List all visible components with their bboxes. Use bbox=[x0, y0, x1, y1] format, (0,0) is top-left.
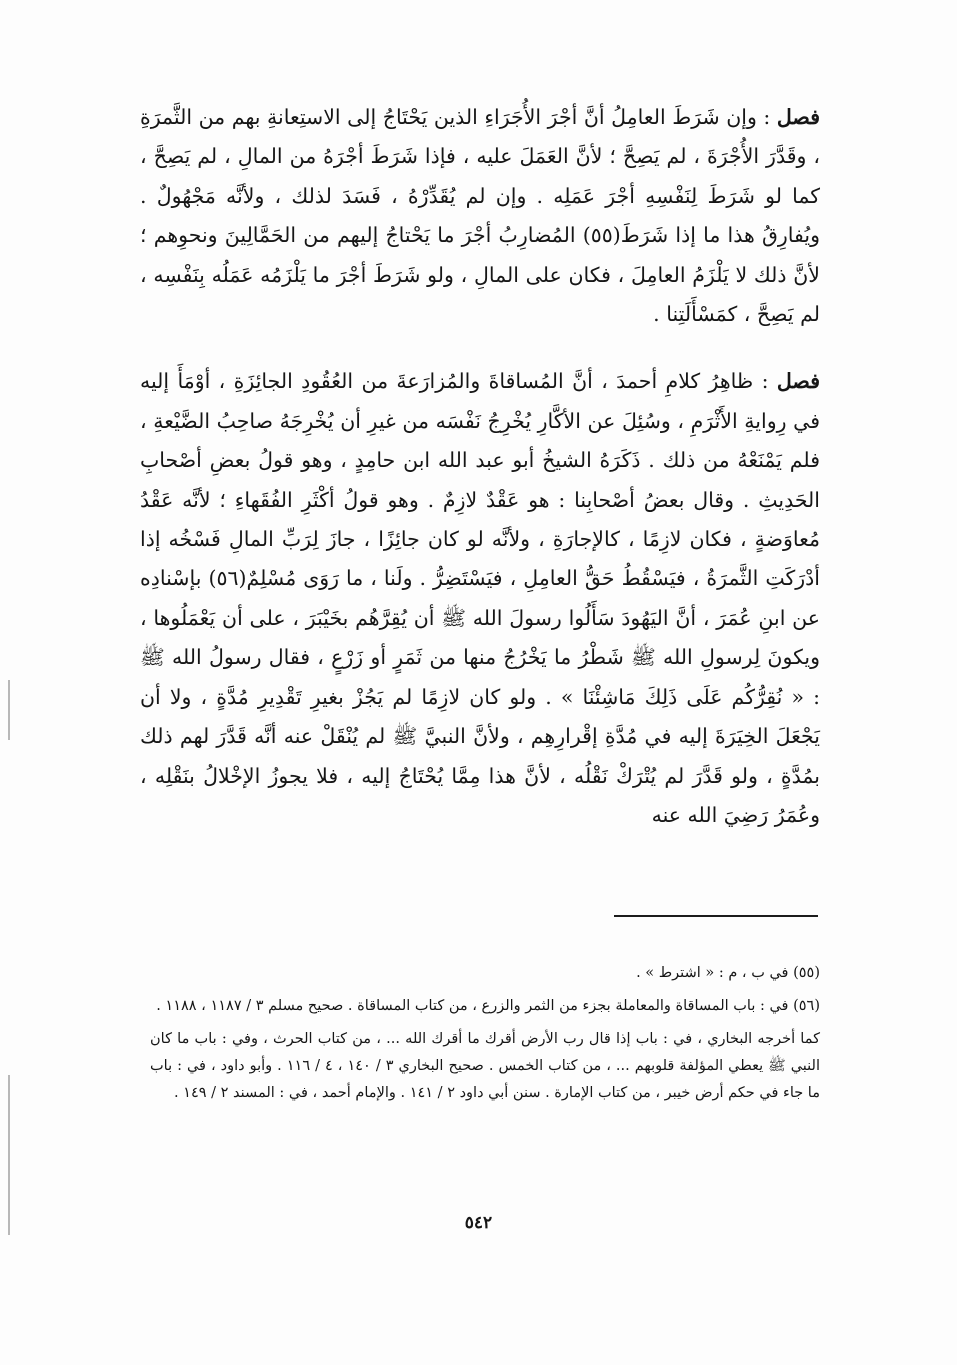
paragraph-text: : وإن شَرَطَ العامِلُ أنَّ أجْرَ الأُجَرَاءِ الذين يَحْتَاجُ إلى الاستِعانةِ بهم من الثَّمرَةِ ، وقَدَّرَ الأُجْرَةَ ، لم يَصِحَّ ؛ لأنَّ العَمَلَ عليه ، فإذا شَرَطَ أجْرَهُ من المالِ ، لم يَصِحَّ ، كما لو شَرَطَ لِنَفْسِهِ أجْرَ عَمَلِه . وإن لم يُقَدِّرْهُ ، فَسَدَ لذلك ، ولأنَّه مَجْهُولٌ . ويُفارِقُ هذا ما إذا شَرَطَ(٥٥) المُضارِبُ أجْرَ ما يَحْتاجُ إليهم من الحَمَّالِينَ ونحوِهم ؛ لأنَّ ذلك لا يَلْزَمُ العامِلَ ، فكان على المالِ ، ولو شَرَطَ أجْرَ ما يَلْزَمُه عَمَلُه بِنَفْسِه ، لم يَصِحَّ ، كمَسْأَلَتِنا . bbox=[140, 105, 820, 327]
page-number: ٥٤٢ bbox=[464, 1213, 493, 1233]
paragraph-text: : ظاهِرُ كلامِ أحمدَ ، أنَّ المُساقاةَ والمُزارَعةَ من العُقُودِ الجائِزَةِ ، أوْمَأَ إليه في رِوايةِ الأَثْرَمِ ، وسُئِلَ عن الأكَّارِ يُخْرِجُ نَفْسَه من غيرِ أن يُخْرِجَهُ صاحِبُ الضَّيْعةِ ، فلم يَمْنَعْهُ من ذلك . ذَكَرَهُ الشيخُ أبو عبد الله ابن حامِدٍ ، وهو قولُ بعضِ أصْحابِ الحَدِيثِ . وقال بعضُ أصْحابِنا : هو عَقْدٌ لازِمٌ . وهو قولُ أكْثَرِ الفُقَهاءِ ؛ لأنَّه عَقْدُ مُعاوَضةٍ ، فكان لازِمًا ، كالإجارَةِ ، ولأنَّه لو كان جائِزًا ، جازَ لِرَبِّ المالِ فَسْخُه إذا أدْرَكَتِ الثَّمرَةُ ، فيَسْقُطُ حَقُّ العامِلِ ، فيَسْتَضِرُّ . ولَنا ، ما رَوَى مُسْلِمٌ(٥٦) بإسْنادِه عن ابنِ عُمَرَ ، أنَّ اليَهُودَ سَأَلُوا رسولَ الله ﷺ أن يُقِرَّهُم بخَيْبَرَ ، على أن يَعْمَلُوها ، ويكونَ لِرسولِ الله ﷺ شَطْرُ ما يَخْرُجُ منها من ثَمَرٍ أو زَرْعٍ ، فقال رسولُ الله ﷺ : « نُقِرُّكُم عَلَى ذَلِكَ مَاشِئْنَا » . ولو كان لازِمًا لم يَجُزْ بغيرِ تَقْدِيرِ مُدَّةٍ ، ولا أن يَجْعَلَ الخِيَرَةَ إليه في مُدَّةِ إقْرارِهِم ، ولأنَّ النبيَّ ﷺ لم يُنْقَلْ عنه أنَّه قَدَّرَ لهم ذلك بمُدَّةٍ ، ولو قَدَّرَ لم يُتْرَكْ نَقْلُه ، لأنَّ هذا مِمَّا يُحْتَاجُ إليه ، فلا يجوزُ الإخْلالُ بنَقْلِه ، وعُمَرُ رَضِيَ الله عنه bbox=[140, 369, 820, 827]
paragraph-1 bbox=[140, 98, 820, 334]
footnotes bbox=[150, 960, 820, 1107]
footnote-separator bbox=[614, 915, 818, 917]
main-text bbox=[140, 98, 820, 835]
footnote-56-continued: كما أخرجه البخاري ، في : باب إذا قال رب الأرض أقرك ما أقرك الله ... ، من كتاب الحرث ، وفي : باب ما كان النبي ﷺ يعطي المؤلفة قلوبهم ... ، من كتاب الخمس . صحيح البخاري ٣ / ١٤٠ ، ٤ / ١١٦ . وأبو داود ، في : باب ما جاء في حكم أرض خيبر ، من كتاب الإمارة . سنن أبي داود ٢ / ١٤١ . والإمام أحمد ، في : المسند ٢ / ١٤٩ . bbox=[150, 1031, 820, 1101]
section-heading-fasl: فصل bbox=[776, 369, 820, 394]
scan-edge-mark bbox=[8, 680, 10, 740]
footnote-55: (٥٥) في ب ، م : « اشترط » . bbox=[636, 965, 820, 981]
scan-edge-mark bbox=[8, 1075, 10, 1235]
footnote-56: (٥٦) في : باب المساقاة والمعاملة بجزء من الثمر والزرع ، من كتاب المساقاة . صحيح مسلم ٣ / ١١٨٧ ، ١١٨٨ . bbox=[156, 998, 820, 1014]
section-heading-fasl: فصل bbox=[776, 105, 820, 129]
paragraph-2 bbox=[140, 362, 820, 835]
